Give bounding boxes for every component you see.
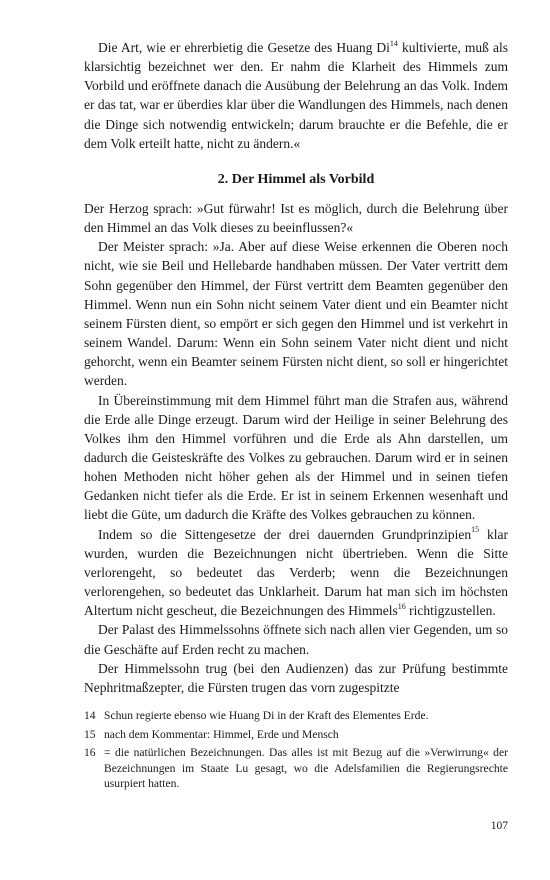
footnote-16 — [84, 745, 508, 792]
footnote-ref-16[interactable]: 16 — [397, 601, 406, 611]
paragraph-heaven: In Übereinstimmung mit dem Himmel führt man die Strafen aus, während die Erde alle Dinge erzeugt. Darum wird der Heilige in seiner Belehrung des Volkes ihm den Himmel vorführen und die Erde als Ahn darstellen, um dadurch die Geisteskräfte des Volkes zu gebrauchen. Darum wird er in seinen hohen Methoden nicht höher gehen als der Himmel und in seinen tiefen Gedanken nicht tiefer als die Erde. Er ist in seinem Erkennen wesenhaft und liebt die Güte, um dadurch die Kräfte des Volkes gebrauchen zu können. — [84, 392, 508, 523]
paragraph-intro — [84, 38, 508, 153]
book-page — [84, 38, 508, 795]
paragraph-master: Der Meister sprach: »Ja. Aber auf diese Weise erkennen die Oberen noch nicht, wie sie Beil und Hellebarde handhaben müssen. Der Vater vertritt dem Sohn gegenüber den Himmel, der Fürst vertritt dem Beamten gegenüber den Himmel. Wenn nun ein Sohn nicht seinem Vater dient und ein Beamter nicht seinem Fürsten dient, so empört er sich gegen den Himmel und ist verkehrt in seinem Wandel. Darum: Wenn ein Sohn seinem Vater nicht dient und nicht gehorcht, wenn ein Beamter seinem Fürsten nicht dient, so soll er hingerichtet werden. — [84, 239, 508, 389]
footnote-14 — [84, 708, 508, 724]
footnote-15 — [84, 727, 508, 743]
page-number: 107 — [490, 820, 508, 832]
footnotes — [84, 708, 508, 792]
paragraph-text: Indem so die Sittengesetze der drei dauernden Grundprinzipien — [98, 526, 472, 542]
footnote-number: 14 — [84, 709, 96, 722]
footnote-text: nach dem Kommentar: Himmel, Erde und Mensch — [104, 727, 339, 741]
footnote-number: 16 — [84, 746, 96, 760]
paragraph-text: kultivierte, muß als klarsichtig bezeichnet wer den. Er nahm die Klarheit des Himmels zum Vorbild und eröffnete danach die Ausübung der Belehrung an das Volk. Indem er das tat, war er überdies klar über die Wandlungen des Himmels, nach denen die Dinge sich notwendig entwickeln; darum brauchte er die Befehle, die er dem Volk erteilt hatte, nicht zu ändern.« — [84, 40, 508, 151]
paragraph-duke: Der Herzog sprach: »Gut fürwahr! Ist es möglich, durch die Belehrung über den Himmel an das Volk dieses zu beeinflussen?« — [84, 200, 508, 236]
paragraph-text: richtigzustellen. — [405, 603, 496, 619]
paragraph-principles — [84, 525, 508, 621]
paragraph-palace: Der Palast des Himmelssohns öffnete sich nach allen vier Gegenden, um so die Geschäfte auf Erden recht zu machen. — [84, 622, 508, 657]
footnote-text: = die natürlichen Bezeichnungen. Das alles ist mit Bezug auf die »Verwirrung« der Bezeichnungen im Staate Lu gesagt, wo die Adelsfamilien die Regierungsrechte usurpiert hatten. — [104, 746, 508, 791]
footnote-ref-15[interactable]: 15 — [471, 525, 480, 535]
paragraph-text: klar wurden, wurden die Bezeichnungen nicht übertrieben. Wenn die Sitte verlorengeht, so bedeutet das Verderb; wenn die Bezeichnungen verlorengehen, so bedeutet das Unklarheit. Darum hat man sich im höchsten Altertum nicht gescheut, die Bezeichnungen des Himmels — [84, 526, 508, 619]
footnote-ref-14[interactable]: 14 — [389, 38, 398, 48]
footnote-text: Schun regierte ebenso wie Huang Di in der Kraft des Elementes Erde. — [104, 709, 429, 722]
section-heading: 2. Der Himmel als Vorbild — [217, 171, 375, 187]
footnote-number: 15 — [84, 727, 96, 741]
paragraph-text: Die Art, wie er ehrerbietig die Gesetze des Huang Di — [98, 40, 390, 55]
main-text — [84, 38, 508, 697]
paragraph-scepter: Der Himmelssohn trug (bei den Audienzen) das zur Prüfung bestimmte Nephritmaßzepter, die Fürsten trugen das vorn zugespitzte — [84, 660, 508, 695]
